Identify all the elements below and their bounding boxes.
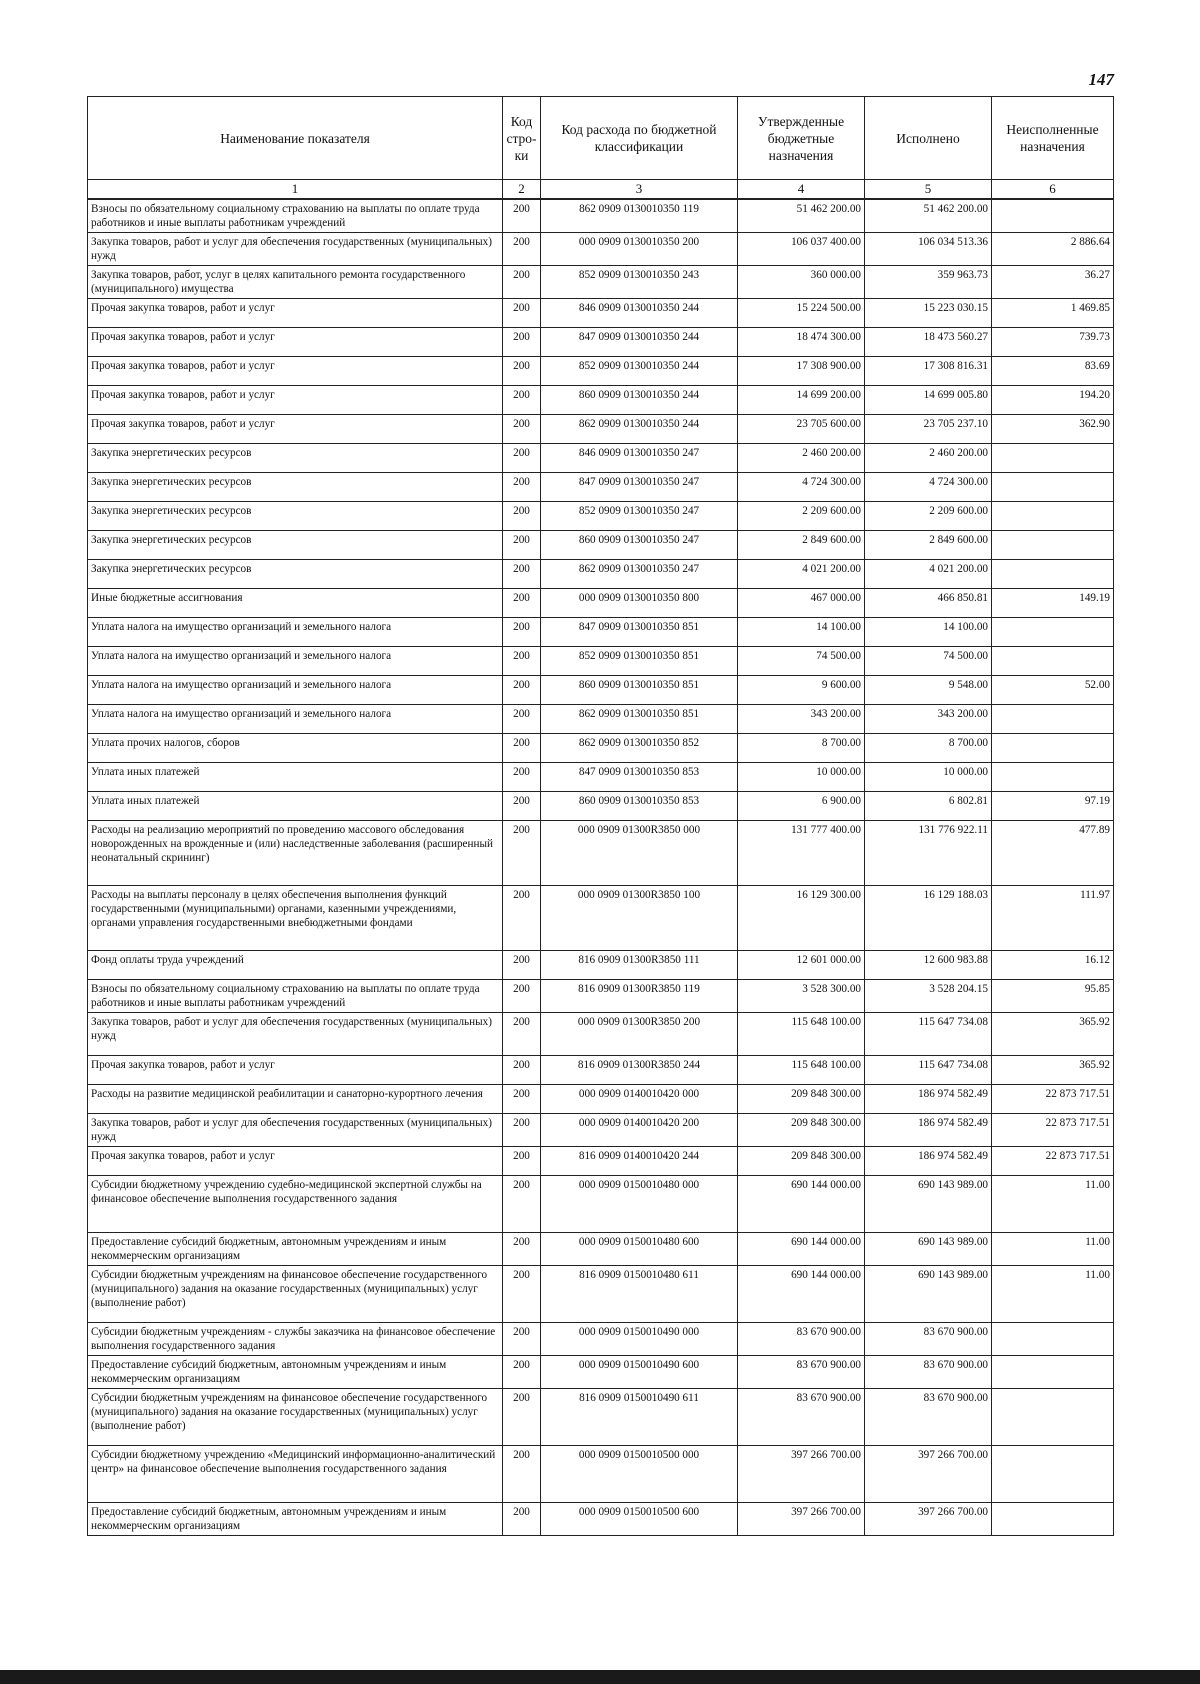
approved-cell: 23 705 600.00: [738, 415, 865, 444]
executed-cell: 12 600 983.88: [865, 951, 992, 980]
approved-cell: 74 500.00: [738, 647, 865, 676]
line-code-cell: 200: [503, 1176, 541, 1233]
line-code-cell: 200: [503, 199, 541, 233]
indicator-name-cell: Прочая закупка товаров, работ и услуг: [88, 386, 503, 415]
line-code-cell: 200: [503, 1114, 541, 1147]
expense-code-cell: 847 0909 0130010350 247: [541, 473, 738, 502]
unexecuted-cell: [992, 502, 1114, 531]
unexecuted-cell: [992, 1389, 1114, 1446]
line-code-cell: 200: [503, 1147, 541, 1176]
table-row: [88, 1233, 1114, 1266]
unexecuted-cell: 149.19: [992, 589, 1114, 618]
approved-cell: 83 670 900.00: [738, 1356, 865, 1389]
indicator-name-cell: Субсидии бюджетному учреждению «Медицинский информационно-аналитический центр» на финансовое обеспечение выполнения государственного задания: [88, 1446, 503, 1503]
line-code-cell: 200: [503, 647, 541, 676]
approved-cell: 690 144 000.00: [738, 1266, 865, 1323]
table-row: [88, 1085, 1114, 1114]
executed-cell: 2 460 200.00: [865, 444, 992, 473]
table-row: [88, 1013, 1114, 1056]
unexecuted-cell: [992, 444, 1114, 473]
table-row: [88, 792, 1114, 821]
approved-cell: 106 037 400.00: [738, 233, 865, 266]
indicator-name-cell: Уплата налога на имущество организаций и земельного налога: [88, 705, 503, 734]
table-row: [88, 618, 1114, 647]
line-code-cell: 200: [503, 1323, 541, 1356]
expense-code-cell: 000 0909 0150010490 600: [541, 1356, 738, 1389]
table-row: [88, 1503, 1114, 1536]
table-row: [88, 647, 1114, 676]
line-code-cell: 200: [503, 266, 541, 299]
indicator-name-cell: Уплата налога на имущество организаций и земельного налога: [88, 618, 503, 647]
indicator-name-cell: Закупка товаров, работ и услуг для обеспечения государственных (муниципальных) нужд: [88, 1013, 503, 1056]
expense-code-cell: 816 0909 0150010480 611: [541, 1266, 738, 1323]
line-code-cell: 200: [503, 299, 541, 328]
approved-cell: 16 129 300.00: [738, 886, 865, 951]
unexecuted-cell: 52.00: [992, 676, 1114, 705]
header-line-code: Код стро-ки: [503, 97, 541, 180]
indicator-name-cell: Субсидии бюджетным учреждениям - службы заказчика на финансовое обеспечение выполнения государственного задания: [88, 1323, 503, 1356]
executed-cell: 4 021 200.00: [865, 560, 992, 589]
line-code-cell: 200: [503, 792, 541, 821]
unexecuted-cell: 11.00: [992, 1176, 1114, 1233]
indicator-name-cell: Фонд оплаты труда учреждений: [88, 951, 503, 980]
executed-cell: 4 724 300.00: [865, 473, 992, 502]
approved-cell: 2 460 200.00: [738, 444, 865, 473]
expense-code-cell: 816 0909 01300R3850 111: [541, 951, 738, 980]
line-code-cell: 200: [503, 763, 541, 792]
unexecuted-cell: 1 469.85: [992, 299, 1114, 328]
approved-cell: 3 528 300.00: [738, 980, 865, 1013]
table-row: [88, 502, 1114, 531]
expense-code-cell: 000 0909 01300R3850 000: [541, 821, 738, 886]
executed-cell: 10 000.00: [865, 763, 992, 792]
table-body: [88, 199, 1114, 1536]
approved-cell: 14 100.00: [738, 618, 865, 647]
table-row: [88, 1176, 1114, 1233]
executed-cell: 83 670 900.00: [865, 1389, 992, 1446]
header-indicator-name: Наименование показателя: [88, 97, 503, 180]
line-code-cell: 200: [503, 1389, 541, 1446]
indicator-name-cell: Расходы на выплаты персоналу в целях обеспечения выполнения функций государственными (муниципальными) органами, казенными учреждениями, органами управления государственными внебюджетными фондами: [88, 886, 503, 951]
unexecuted-cell: [992, 1323, 1114, 1356]
approved-cell: 397 266 700.00: [738, 1446, 865, 1503]
approved-cell: 9 600.00: [738, 676, 865, 705]
expense-code-cell: 846 0909 0130010350 244: [541, 299, 738, 328]
indicator-name-cell: Прочая закупка товаров, работ и услуг: [88, 1147, 503, 1176]
header-unexecuted: Неисполненные назначения: [992, 97, 1114, 180]
table-row: [88, 266, 1114, 299]
table-row: [88, 233, 1114, 266]
executed-cell: 3 528 204.15: [865, 980, 992, 1013]
approved-cell: 690 144 000.00: [738, 1176, 865, 1233]
executed-cell: 14 699 005.80: [865, 386, 992, 415]
expense-code-cell: 847 0909 0130010350 851: [541, 618, 738, 647]
table-row: [88, 763, 1114, 792]
unexecuted-cell: [992, 199, 1114, 233]
table-row: [88, 821, 1114, 886]
unexecuted-cell: 2 886.64: [992, 233, 1114, 266]
approved-cell: 131 777 400.00: [738, 821, 865, 886]
line-code-cell: 200: [503, 1013, 541, 1056]
expense-code-cell: 000 0909 0150010480 600: [541, 1233, 738, 1266]
line-code-cell: 200: [503, 951, 541, 980]
executed-cell: 17 308 816.31: [865, 357, 992, 386]
unexecuted-cell: [992, 1356, 1114, 1389]
header-row: [88, 97, 1114, 180]
indicator-name-cell: Взносы по обязательному социальному страхованию на выплаты по оплате труда работников и иные выплаты работникам учреждений: [88, 980, 503, 1013]
expense-code-cell: 000 0909 0150010500 600: [541, 1503, 738, 1536]
unexecuted-cell: 97.19: [992, 792, 1114, 821]
indicator-name-cell: Уплата иных платежей: [88, 763, 503, 792]
expense-code-cell: 847 0909 0130010350 853: [541, 763, 738, 792]
executed-cell: 83 670 900.00: [865, 1323, 992, 1356]
expense-code-cell: 000 0909 0130010350 200: [541, 233, 738, 266]
expense-code-cell: 000 0909 0130010350 800: [541, 589, 738, 618]
line-code-cell: 200: [503, 676, 541, 705]
line-code-cell: 200: [503, 1446, 541, 1503]
indicator-name-cell: Субсидии бюджетным учреждениям на финансовое обеспечение государственного (муниципального) задания на оказание государственных (муниципальных) услуг (выполнение работ): [88, 1389, 503, 1446]
expense-code-cell: 816 0909 01300R3850 119: [541, 980, 738, 1013]
executed-cell: 14 100.00: [865, 618, 992, 647]
indicator-name-cell: Прочая закупка товаров, работ и услуг: [88, 1056, 503, 1085]
unexecuted-cell: 362.90: [992, 415, 1114, 444]
unexecuted-cell: [992, 560, 1114, 589]
indicator-name-cell: Предоставление субсидий бюджетным, автономным учреждениям и иным некоммерческим организациям: [88, 1503, 503, 1536]
executed-cell: 74 500.00: [865, 647, 992, 676]
table-row: [88, 1266, 1114, 1323]
column-number: 4: [738, 180, 865, 200]
expense-code-cell: 862 0909 0130010350 851: [541, 705, 738, 734]
executed-cell: 186 974 582.49: [865, 1085, 992, 1114]
executed-cell: 186 974 582.49: [865, 1114, 992, 1147]
approved-cell: 83 670 900.00: [738, 1323, 865, 1356]
table-row: [88, 1147, 1114, 1176]
line-code-cell: 200: [503, 1356, 541, 1389]
executed-cell: 18 473 560.27: [865, 328, 992, 357]
unexecuted-cell: 365.92: [992, 1013, 1114, 1056]
approved-cell: 8 700.00: [738, 734, 865, 763]
expense-code-cell: 816 0909 0150010490 611: [541, 1389, 738, 1446]
approved-cell: 690 144 000.00: [738, 1233, 865, 1266]
expense-code-cell: 000 0909 0150010500 000: [541, 1446, 738, 1503]
unexecuted-cell: [992, 734, 1114, 763]
unexecuted-cell: [992, 1446, 1114, 1503]
table-row: [88, 1114, 1114, 1147]
line-code-cell: 200: [503, 1503, 541, 1536]
line-code-cell: 200: [503, 328, 541, 357]
budget-execution-table: [87, 96, 1114, 1536]
approved-cell: 209 848 300.00: [738, 1085, 865, 1114]
table-row: [88, 531, 1114, 560]
expense-code-cell: 852 0909 0130010350 244: [541, 357, 738, 386]
table-row: [88, 444, 1114, 473]
executed-cell: 397 266 700.00: [865, 1503, 992, 1536]
table-row: [88, 386, 1114, 415]
header-executed: Исполнено: [865, 97, 992, 180]
executed-cell: 51 462 200.00: [865, 199, 992, 233]
line-code-cell: 200: [503, 1085, 541, 1114]
column-number-row: [88, 180, 1114, 200]
expense-code-cell: 860 0909 0130010350 851: [541, 676, 738, 705]
unexecuted-cell: 194.20: [992, 386, 1114, 415]
expense-code-cell: 000 0909 01300R3850 200: [541, 1013, 738, 1056]
line-code-cell: 200: [503, 444, 541, 473]
line-code-cell: 200: [503, 1266, 541, 1323]
unexecuted-cell: 22 873 717.51: [992, 1147, 1114, 1176]
unexecuted-cell: 11.00: [992, 1233, 1114, 1266]
unexecuted-cell: 95.85: [992, 980, 1114, 1013]
indicator-name-cell: Взносы по обязательному социальному страхованию на выплаты по оплате труда работников и иные выплаты работникам учреждений: [88, 199, 503, 233]
approved-cell: 4 724 300.00: [738, 473, 865, 502]
unexecuted-cell: [992, 531, 1114, 560]
unexecuted-cell: 739.73: [992, 328, 1114, 357]
expense-code-cell: 847 0909 0130010350 244: [541, 328, 738, 357]
approved-cell: 397 266 700.00: [738, 1503, 865, 1536]
indicator-name-cell: Закупка энергетических ресурсов: [88, 473, 503, 502]
expense-code-cell: 862 0909 0130010350 244: [541, 415, 738, 444]
column-number: 6: [992, 180, 1114, 200]
table-row: [88, 328, 1114, 357]
table-row: [88, 951, 1114, 980]
unexecuted-cell: [992, 705, 1114, 734]
executed-cell: 131 776 922.11: [865, 821, 992, 886]
unexecuted-cell: 111.97: [992, 886, 1114, 951]
line-code-cell: 200: [503, 386, 541, 415]
table-row: [88, 1356, 1114, 1389]
approved-cell: 343 200.00: [738, 705, 865, 734]
approved-cell: 360 000.00: [738, 266, 865, 299]
indicator-name-cell: Иные бюджетные ассигнования: [88, 589, 503, 618]
line-code-cell: 200: [503, 821, 541, 886]
table-row: [88, 589, 1114, 618]
indicator-name-cell: Субсидии бюджетному учреждению судебно-медицинской экспертной службы на финансовое обеспечение выполнения государственного задания: [88, 1176, 503, 1233]
executed-cell: 115 647 734.08: [865, 1013, 992, 1056]
approved-cell: 17 308 900.00: [738, 357, 865, 386]
executed-cell: 9 548.00: [865, 676, 992, 705]
table-row: [88, 1446, 1114, 1503]
indicator-name-cell: Уплата налога на имущество организаций и земельного налога: [88, 676, 503, 705]
expense-code-cell: 852 0909 0130010350 851: [541, 647, 738, 676]
table-row: [88, 1389, 1114, 1446]
indicator-name-cell: Субсидии бюджетным учреждениям на финансовое обеспечение государственного (муниципального) задания на оказание государственных (муниципальных) услуг (выполнение работ): [88, 1266, 503, 1323]
expense-code-cell: 000 0909 0150010490 000: [541, 1323, 738, 1356]
approved-cell: 4 021 200.00: [738, 560, 865, 589]
table-row: [88, 1323, 1114, 1356]
expense-code-cell: 862 0909 0130010350 247: [541, 560, 738, 589]
expense-code-cell: 000 0909 0140010420 000: [541, 1085, 738, 1114]
approved-cell: 209 848 300.00: [738, 1147, 865, 1176]
page-number: 147: [1088, 70, 1114, 89]
executed-cell: 115 647 734.08: [865, 1056, 992, 1085]
table-row: [88, 676, 1114, 705]
executed-cell: 16 129 188.03: [865, 886, 992, 951]
executed-cell: 106 034 513.36: [865, 233, 992, 266]
approved-cell: 15 224 500.00: [738, 299, 865, 328]
executed-cell: 466 850.81: [865, 589, 992, 618]
column-number: 1: [88, 180, 503, 200]
line-code-cell: 200: [503, 618, 541, 647]
unexecuted-cell: [992, 1503, 1114, 1536]
approved-cell: 51 462 200.00: [738, 199, 865, 233]
line-code-cell: 200: [503, 415, 541, 444]
approved-cell: 10 000.00: [738, 763, 865, 792]
expense-code-cell: 860 0909 0130010350 247: [541, 531, 738, 560]
indicator-name-cell: Уплата иных платежей: [88, 792, 503, 821]
executed-cell: 2 209 600.00: [865, 502, 992, 531]
executed-cell: 8 700.00: [865, 734, 992, 763]
line-code-cell: 200: [503, 502, 541, 531]
expense-code-cell: 862 0909 0130010350 119: [541, 199, 738, 233]
table-row: [88, 560, 1114, 589]
column-number: 2: [503, 180, 541, 200]
expense-code-cell: 852 0909 0130010350 243: [541, 266, 738, 299]
unexecuted-cell: 16.12: [992, 951, 1114, 980]
executed-cell: 343 200.00: [865, 705, 992, 734]
line-code-cell: 200: [503, 531, 541, 560]
expense-code-cell: 000 0909 0140010420 200: [541, 1114, 738, 1147]
approved-cell: 12 601 000.00: [738, 951, 865, 980]
executed-cell: 690 143 989.00: [865, 1266, 992, 1323]
line-code-cell: 200: [503, 980, 541, 1013]
unexecuted-cell: 83.69: [992, 357, 1114, 386]
indicator-name-cell: Прочая закупка товаров, работ и услуг: [88, 328, 503, 357]
indicator-name-cell: Уплата налога на имущество организаций и земельного налога: [88, 647, 503, 676]
unexecuted-cell: 365.92: [992, 1056, 1114, 1085]
table-row: [88, 357, 1114, 386]
line-code-cell: 200: [503, 734, 541, 763]
column-number: 5: [865, 180, 992, 200]
unexecuted-cell: 36.27: [992, 266, 1114, 299]
expense-code-cell: 816 0909 0140010420 244: [541, 1147, 738, 1176]
table-row: [88, 299, 1114, 328]
indicator-name-cell: Закупка товаров, работ, услуг в целях капитального ремонта государственного (муниципального) имущества: [88, 266, 503, 299]
table-row: [88, 199, 1114, 233]
indicator-name-cell: Предоставление субсидий бюджетным, автономным учреждениям и иным некоммерческим организациям: [88, 1356, 503, 1389]
executed-cell: 6 802.81: [865, 792, 992, 821]
indicator-name-cell: Закупка энергетических ресурсов: [88, 502, 503, 531]
executed-cell: 23 705 237.10: [865, 415, 992, 444]
table-row: [88, 705, 1114, 734]
executed-cell: 690 143 989.00: [865, 1176, 992, 1233]
approved-cell: 6 900.00: [738, 792, 865, 821]
line-code-cell: 200: [503, 1233, 541, 1266]
indicator-name-cell: Расходы на развитие медицинской реабилитации и санаторно-курортного лечения: [88, 1085, 503, 1114]
expense-code-cell: 846 0909 0130010350 247: [541, 444, 738, 473]
line-code-cell: 200: [503, 233, 541, 266]
header-expense-code: Код расхода по бюджетной классификации: [541, 97, 738, 180]
approved-cell: 83 670 900.00: [738, 1389, 865, 1446]
expense-code-cell: 000 0909 01300R3850 100: [541, 886, 738, 951]
executed-cell: 397 266 700.00: [865, 1446, 992, 1503]
indicator-name-cell: Закупка товаров, работ и услуг для обеспечения государственных (муниципальных) нужд: [88, 1114, 503, 1147]
executed-cell: 690 143 989.00: [865, 1233, 992, 1266]
indicator-name-cell: Предоставление субсидий бюджетным, автономным учреждениям и иным некоммерческим организациям: [88, 1233, 503, 1266]
unexecuted-cell: 11.00: [992, 1266, 1114, 1323]
expense-code-cell: 000 0909 0150010480 000: [541, 1176, 738, 1233]
table-row: [88, 415, 1114, 444]
line-code-cell: 200: [503, 357, 541, 386]
executed-cell: 359 963.73: [865, 266, 992, 299]
executed-cell: 15 223 030.15: [865, 299, 992, 328]
header-approved: Утвержденные бюджетные назначения: [738, 97, 865, 180]
approved-cell: 115 648 100.00: [738, 1013, 865, 1056]
executed-cell: 186 974 582.49: [865, 1147, 992, 1176]
indicator-name-cell: Закупка товаров, работ и услуг для обеспечения государственных (муниципальных) нужд: [88, 233, 503, 266]
table-row: [88, 1056, 1114, 1085]
line-code-cell: 200: [503, 473, 541, 502]
table-row: [88, 473, 1114, 502]
indicator-name-cell: Расходы на реализацию мероприятий по проведению массового обследования новорожденных на врожденные и (или) наследственные заболевания (расширенный неонатальный скрининг): [88, 821, 503, 886]
indicator-name-cell: Закупка энергетических ресурсов: [88, 560, 503, 589]
expense-code-cell: 852 0909 0130010350 247: [541, 502, 738, 531]
unexecuted-cell: 22 873 717.51: [992, 1085, 1114, 1114]
expense-code-cell: 862 0909 0130010350 852: [541, 734, 738, 763]
unexecuted-cell: [992, 763, 1114, 792]
indicator-name-cell: Закупка энергетических ресурсов: [88, 531, 503, 560]
table-row: [88, 980, 1114, 1013]
executed-cell: 83 670 900.00: [865, 1356, 992, 1389]
scan-edge: [0, 1670, 1200, 1684]
unexecuted-cell: [992, 618, 1114, 647]
approved-cell: 115 648 100.00: [738, 1056, 865, 1085]
indicator-name-cell: Прочая закупка товаров, работ и услуг: [88, 357, 503, 386]
approved-cell: 209 848 300.00: [738, 1114, 865, 1147]
indicator-name-cell: Закупка энергетических ресурсов: [88, 444, 503, 473]
unexecuted-cell: 22 873 717.51: [992, 1114, 1114, 1147]
indicator-name-cell: Прочая закупка товаров, работ и услуг: [88, 299, 503, 328]
expense-code-cell: 816 0909 01300R3850 244: [541, 1056, 738, 1085]
approved-cell: 14 699 200.00: [738, 386, 865, 415]
approved-cell: 2 849 600.00: [738, 531, 865, 560]
line-code-cell: 200: [503, 589, 541, 618]
expense-code-cell: 860 0909 0130010350 244: [541, 386, 738, 415]
approved-cell: 2 209 600.00: [738, 502, 865, 531]
line-code-cell: 200: [503, 886, 541, 951]
indicator-name-cell: Уплата прочих налогов, сборов: [88, 734, 503, 763]
executed-cell: 2 849 600.00: [865, 531, 992, 560]
unexecuted-cell: 477.89: [992, 821, 1114, 886]
indicator-name-cell: Прочая закупка товаров, работ и услуг: [88, 415, 503, 444]
table-row: [88, 886, 1114, 951]
table-row: [88, 734, 1114, 763]
approved-cell: 18 474 300.00: [738, 328, 865, 357]
unexecuted-cell: [992, 647, 1114, 676]
unexecuted-cell: [992, 473, 1114, 502]
approved-cell: 467 000.00: [738, 589, 865, 618]
column-number: 3: [541, 180, 738, 200]
line-code-cell: 200: [503, 705, 541, 734]
line-code-cell: 200: [503, 560, 541, 589]
line-code-cell: 200: [503, 1056, 541, 1085]
expense-code-cell: 860 0909 0130010350 853: [541, 792, 738, 821]
